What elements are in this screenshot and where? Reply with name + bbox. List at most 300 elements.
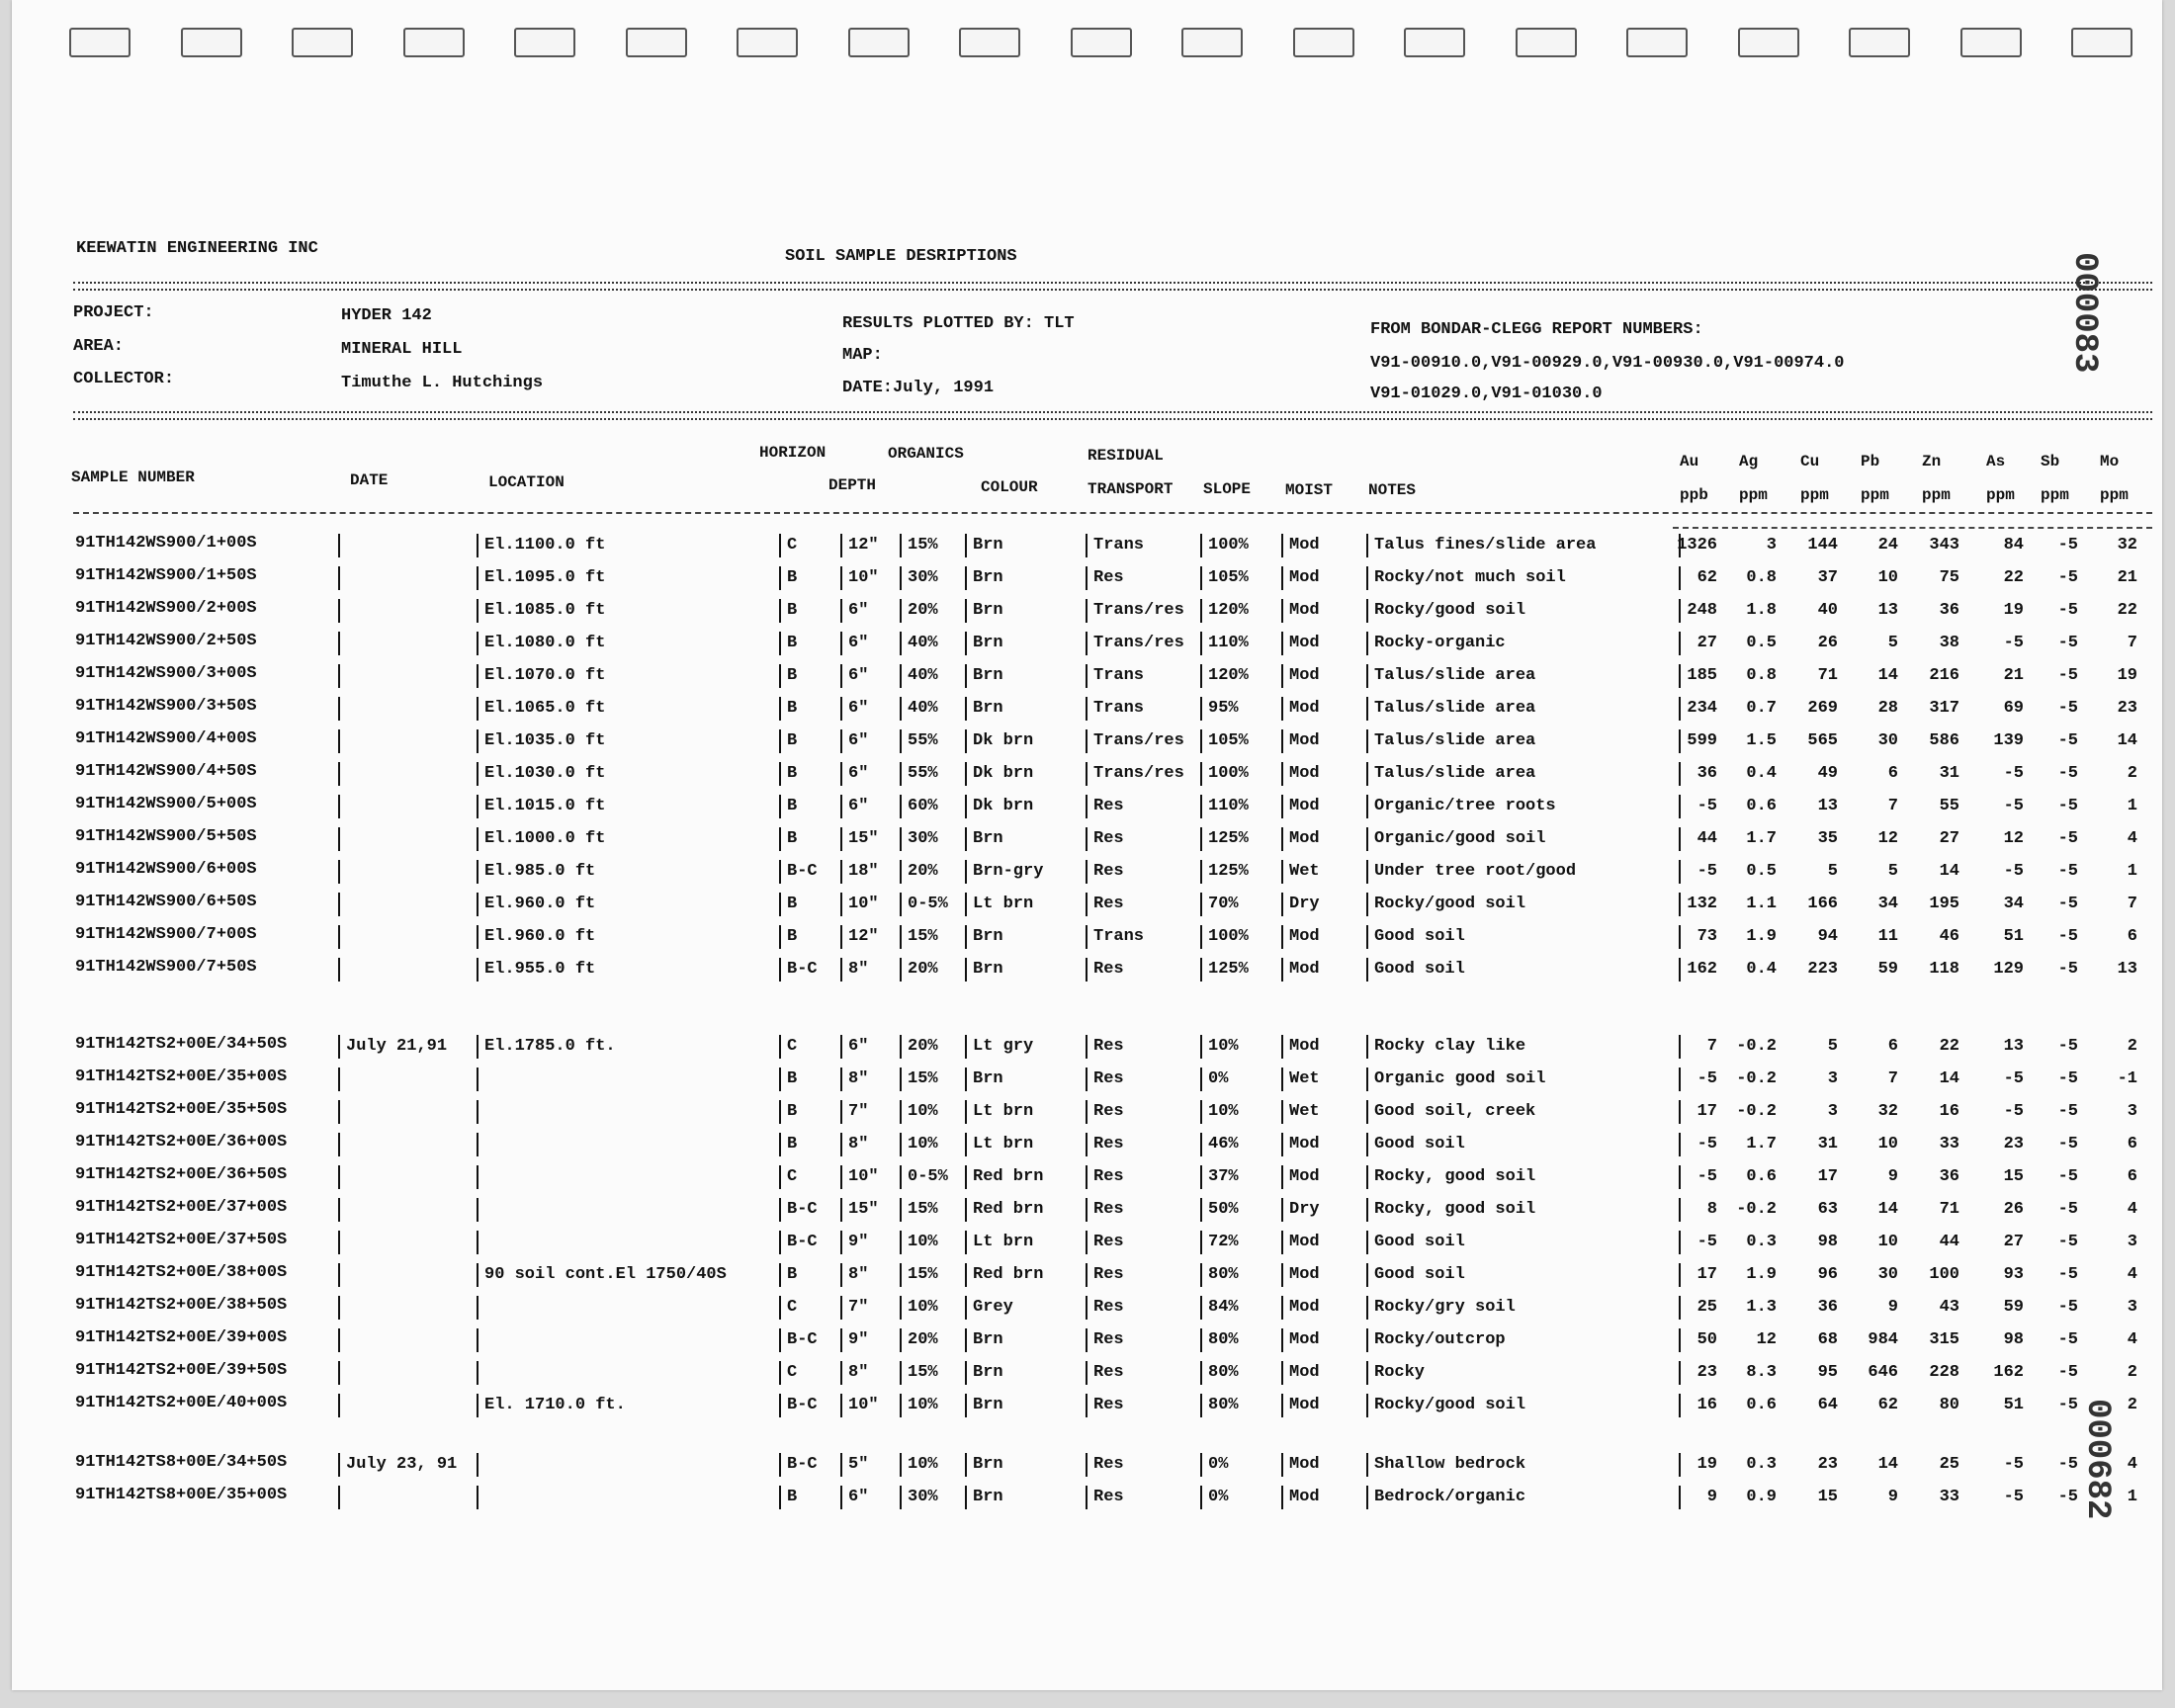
table-row bbox=[12, 599, 2162, 631]
cell-sb: -5 bbox=[2057, 1363, 2078, 1382]
cell-zn: 55 bbox=[1939, 797, 1959, 815]
cell-as: 51 bbox=[2003, 1396, 2024, 1414]
cell-colour: Brn bbox=[965, 1486, 1003, 1509]
cell-mo: 4 bbox=[2127, 1455, 2137, 1474]
cell-au: -5 bbox=[1696, 862, 1717, 881]
cell-colour: Dk brn bbox=[965, 762, 1033, 786]
cell-depth: 6" bbox=[840, 762, 868, 786]
cell-cu: 71 bbox=[1817, 666, 1838, 685]
cell-colour: Lt brn bbox=[965, 1231, 1033, 1254]
cell-au: 17 bbox=[1696, 1102, 1717, 1121]
table-row bbox=[12, 534, 2162, 565]
cell-organics: 15% bbox=[900, 1263, 938, 1287]
cell-date bbox=[338, 925, 346, 949]
cell-transport: Res bbox=[1086, 1231, 1124, 1254]
punch-hole bbox=[292, 28, 353, 57]
cell-organics: 0-5% bbox=[900, 1165, 948, 1189]
cell-as: 15 bbox=[2003, 1167, 2024, 1186]
col-mo: Mo bbox=[2100, 453, 2120, 470]
cell-transport: Res bbox=[1086, 1198, 1124, 1222]
table-row bbox=[12, 1165, 2162, 1197]
unit-cu: ppm bbox=[1800, 486, 1829, 504]
cell-ag: 1.7 bbox=[1746, 829, 1777, 848]
cell-au: 17 bbox=[1696, 1265, 1717, 1284]
cell-moist: Mod bbox=[1281, 925, 1320, 949]
cell-date bbox=[338, 827, 346, 851]
cell-notes: Good soil bbox=[1366, 1133, 1465, 1156]
cell-zn: 343 bbox=[1929, 536, 1959, 555]
cell-pb: 11 bbox=[1877, 927, 1898, 946]
cell-location: El.960.0 ft bbox=[477, 925, 595, 949]
cell-mo: 14 bbox=[2117, 731, 2137, 750]
cell-as: 93 bbox=[2003, 1265, 2024, 1284]
cell-sample-number: 91TH142TS8+00E/35+00S bbox=[75, 1486, 288, 1504]
cell-colour: Brn bbox=[965, 599, 1003, 623]
cell-transport: Res bbox=[1086, 860, 1124, 884]
cell-ag: 0.4 bbox=[1746, 960, 1777, 979]
table-row bbox=[12, 762, 2162, 794]
map-label: MAP: bbox=[842, 346, 883, 365]
cell-transport: Trans/res bbox=[1086, 632, 1184, 655]
cell-sample-number: 91TH142TS2+00E/34+50S bbox=[75, 1035, 288, 1054]
cell-cu: 64 bbox=[1817, 1396, 1838, 1414]
cell-moist: Mod bbox=[1281, 534, 1320, 557]
cell-moist: Mod bbox=[1281, 632, 1320, 655]
cell-sb: -5 bbox=[2057, 862, 2078, 881]
cell-zn: 14 bbox=[1939, 1069, 1959, 1088]
table-row bbox=[12, 1453, 2162, 1485]
cell-au: -5 bbox=[1696, 1233, 1717, 1251]
cell-pb: 32 bbox=[1877, 1102, 1898, 1121]
cell-sample-number: 91TH142WS900/5+50S bbox=[75, 827, 257, 846]
cell-zn: 80 bbox=[1939, 1396, 1959, 1414]
cell-slope: 110% bbox=[1200, 632, 1249, 655]
cell-pb: 7 bbox=[1887, 797, 1898, 815]
cell-location: El.1095.0 ft bbox=[477, 566, 605, 590]
cell-ag: 0.8 bbox=[1746, 666, 1777, 685]
cell-depth: 6" bbox=[840, 1035, 868, 1059]
cell-mo: 7 bbox=[2127, 895, 2137, 913]
cell-mo: -1 bbox=[2117, 1069, 2137, 1088]
cell-pb: 6 bbox=[1887, 1037, 1898, 1056]
cell-organics: 30% bbox=[900, 827, 938, 851]
cell-as: 84 bbox=[2003, 536, 2024, 555]
cell-sample-number: 91TH142TS2+00E/37+50S bbox=[75, 1231, 288, 1249]
cell-date bbox=[338, 1328, 346, 1352]
company-name: KEEWATIN ENGINEERING INC bbox=[76, 239, 318, 258]
cell-notes: Rocky/good soil bbox=[1366, 599, 1525, 623]
col-pb: Pb bbox=[1861, 453, 1880, 470]
cell-organics: 10% bbox=[900, 1394, 938, 1417]
cell-moist: Mod bbox=[1281, 1486, 1320, 1509]
cell-notes: Rocky/outcrop bbox=[1366, 1328, 1506, 1352]
cell-colour: Lt brn bbox=[965, 1100, 1033, 1124]
cell-slope: 105% bbox=[1200, 566, 1249, 590]
cell-colour: Brn bbox=[965, 827, 1003, 851]
cell-zn: 100 bbox=[1929, 1265, 1959, 1284]
cell-moist: Mod bbox=[1281, 795, 1320, 818]
cell-depth: 9" bbox=[840, 1231, 868, 1254]
cell-sample-number: 91TH142WS900/1+50S bbox=[75, 566, 257, 585]
cell-date bbox=[338, 762, 346, 786]
cell-sb: -5 bbox=[2057, 829, 2078, 848]
cell-slope: 100% bbox=[1200, 762, 1249, 786]
cell-cu: 5 bbox=[1827, 862, 1838, 881]
cell-sb: -5 bbox=[2057, 699, 2078, 718]
cell-transport: Res bbox=[1086, 1296, 1124, 1320]
table-row bbox=[12, 632, 2162, 663]
cell-as: 139 bbox=[1993, 731, 2024, 750]
cell-sample-number: 91TH142WS900/3+00S bbox=[75, 664, 257, 683]
cell-zn: 33 bbox=[1939, 1488, 1959, 1506]
cell-date: July 21,91 bbox=[338, 1035, 447, 1059]
cell-depth: 10" bbox=[840, 893, 879, 916]
cell-cu: 94 bbox=[1817, 927, 1838, 946]
col-transport: TRANSPORT bbox=[1088, 480, 1174, 498]
cell-zn: 43 bbox=[1939, 1298, 1959, 1317]
col-notes: NOTES bbox=[1368, 481, 1417, 499]
cell-location: El.1085.0 ft bbox=[477, 599, 605, 623]
cell-as: 69 bbox=[2003, 699, 2024, 718]
cell-slope: 72% bbox=[1200, 1231, 1239, 1254]
punch-hole bbox=[1181, 28, 1243, 57]
cell-depth: 15" bbox=[840, 827, 879, 851]
cell-au: 185 bbox=[1687, 666, 1717, 685]
cell-au: 44 bbox=[1696, 829, 1717, 848]
cell-horizon: B bbox=[779, 1068, 797, 1091]
cell-sample-number: 91TH142WS900/2+00S bbox=[75, 599, 257, 618]
table-row bbox=[12, 860, 2162, 892]
reports-label: FROM BONDAR-CLEGG REPORT NUMBERS: bbox=[1370, 320, 1703, 339]
cell-au: 36 bbox=[1696, 764, 1717, 783]
col-cu: Cu bbox=[1800, 453, 1820, 470]
cell-au: 248 bbox=[1687, 601, 1717, 620]
cell-slope: 120% bbox=[1200, 599, 1249, 623]
cell-as: -5 bbox=[2003, 1069, 2024, 1088]
cell-organics: 10% bbox=[900, 1100, 938, 1124]
cell-cu: 5 bbox=[1827, 1037, 1838, 1056]
cell-ag: 0.6 bbox=[1746, 1396, 1777, 1414]
cell-sb: -5 bbox=[2057, 1167, 2078, 1186]
cell-location: El.985.0 ft bbox=[477, 860, 595, 884]
cell-mo: 2 bbox=[2127, 1037, 2137, 1056]
cell-depth: 6" bbox=[840, 1486, 868, 1509]
cell-location: El.1000.0 ft bbox=[477, 827, 605, 851]
cell-zn: 36 bbox=[1939, 601, 1959, 620]
cell-organics: 20% bbox=[900, 860, 938, 884]
table-row bbox=[12, 1231, 2162, 1262]
cell-ag: 1.5 bbox=[1746, 731, 1777, 750]
cell-transport: Res bbox=[1086, 1361, 1124, 1385]
cell-ag: 1.3 bbox=[1746, 1298, 1777, 1317]
cell-cu: 23 bbox=[1817, 1455, 1838, 1474]
cell-pb: 5 bbox=[1887, 862, 1898, 881]
collector-label: COLLECTOR: bbox=[73, 370, 175, 388]
cell-colour: Brn-gry bbox=[965, 860, 1043, 884]
cell-mo: 1 bbox=[2127, 1488, 2137, 1506]
col-moist: MOIST bbox=[1285, 481, 1334, 499]
cell-moist: Wet bbox=[1281, 1100, 1320, 1124]
divider-header bbox=[73, 411, 2152, 420]
cell-pb: 10 bbox=[1877, 1233, 1898, 1251]
cell-moist: Mod bbox=[1281, 566, 1320, 590]
cell-date bbox=[338, 1133, 346, 1156]
cell-cu: 68 bbox=[1817, 1330, 1838, 1349]
cell-ag: -0.2 bbox=[1736, 1200, 1777, 1219]
cell-depth: 6" bbox=[840, 729, 868, 753]
cell-colour: Dk brn bbox=[965, 729, 1033, 753]
cell-transport: Trans/res bbox=[1086, 729, 1184, 753]
cell-cu: 37 bbox=[1817, 568, 1838, 587]
cell-pb: 14 bbox=[1877, 1200, 1898, 1219]
cell-zn: 75 bbox=[1939, 568, 1959, 587]
cell-date: July 23, 91 bbox=[338, 1453, 457, 1477]
cell-notes: Rocky, good soil bbox=[1366, 1165, 1535, 1189]
cell-sb: -5 bbox=[2057, 960, 2078, 979]
punch-hole bbox=[1849, 28, 1910, 57]
cell-sample-number: 91TH142WS900/6+00S bbox=[75, 860, 257, 879]
cell-horizon: B bbox=[779, 1263, 797, 1287]
cell-moist: Mod bbox=[1281, 1133, 1320, 1156]
cell-date bbox=[338, 860, 346, 884]
cell-slope: 80% bbox=[1200, 1328, 1239, 1352]
col-sb: Sb bbox=[2041, 453, 2060, 470]
cell-as: -5 bbox=[2003, 862, 2024, 881]
cell-slope: 0% bbox=[1200, 1453, 1228, 1477]
cell-notes: Rocky/gry soil bbox=[1366, 1296, 1516, 1320]
report-date: DATE:July, 1991 bbox=[842, 379, 995, 397]
cell-au: 9 bbox=[1706, 1488, 1717, 1506]
cell-date bbox=[338, 1100, 346, 1124]
cell-cu: 26 bbox=[1817, 634, 1838, 652]
cell-moist: Mod bbox=[1281, 729, 1320, 753]
cell-slope: 0% bbox=[1200, 1486, 1228, 1509]
table-row bbox=[12, 1296, 2162, 1327]
cell-slope: 80% bbox=[1200, 1361, 1239, 1385]
punch-hole bbox=[514, 28, 575, 57]
cell-date bbox=[338, 664, 346, 688]
cell-au: 8 bbox=[1706, 1200, 1717, 1219]
cell-moist: Mod bbox=[1281, 1361, 1320, 1385]
cell-zn: 228 bbox=[1929, 1363, 1959, 1382]
cell-transport: Res bbox=[1086, 1328, 1124, 1352]
table-row bbox=[12, 664, 2162, 696]
cell-moist: Wet bbox=[1281, 1068, 1320, 1091]
collector-value: Timuthe L. Hutchings bbox=[341, 374, 544, 392]
cell-zn: 36 bbox=[1939, 1167, 1959, 1186]
cell-location bbox=[477, 1328, 484, 1352]
cell-cu: 49 bbox=[1817, 764, 1838, 783]
cell-transport: Res bbox=[1086, 1100, 1124, 1124]
cell-organics: 15% bbox=[900, 534, 938, 557]
cell-au: 599 bbox=[1687, 731, 1717, 750]
cell-sample-number: 91TH142TS2+00E/40+00S bbox=[75, 1394, 288, 1412]
cell-notes: Under tree root/good bbox=[1366, 860, 1576, 884]
cell-colour: Brn bbox=[965, 566, 1003, 590]
table-row bbox=[12, 1133, 2162, 1164]
cell-as: 19 bbox=[2003, 601, 2024, 620]
cell-zn: 38 bbox=[1939, 634, 1959, 652]
cell-slope: 50% bbox=[1200, 1198, 1239, 1222]
cell-au: 132 bbox=[1687, 895, 1717, 913]
cell-location bbox=[477, 1361, 484, 1385]
cell-cu: 17 bbox=[1817, 1167, 1838, 1186]
cell-pb: 30 bbox=[1877, 731, 1898, 750]
table-row bbox=[12, 1328, 2162, 1360]
cell-sb: -5 bbox=[2057, 1102, 2078, 1121]
cell-date bbox=[338, 893, 346, 916]
cell-ag: 0.6 bbox=[1746, 1167, 1777, 1186]
col-ag: Ag bbox=[1739, 453, 1759, 470]
cell-mo: 23 bbox=[2117, 699, 2137, 718]
col-horizon: HORIZON bbox=[759, 444, 826, 462]
divider-top bbox=[73, 282, 2152, 291]
cell-slope: 95% bbox=[1200, 697, 1239, 721]
cell-sb: -5 bbox=[2057, 1488, 2078, 1506]
cell-as: 23 bbox=[2003, 1135, 2024, 1153]
cell-organics: 15% bbox=[900, 1068, 938, 1091]
col-date: DATE bbox=[350, 471, 389, 489]
cell-notes: Shallow bedrock bbox=[1366, 1453, 1525, 1477]
cell-depth: 6" bbox=[840, 697, 868, 721]
cell-moist: Mod bbox=[1281, 958, 1320, 982]
cell-slope: 120% bbox=[1200, 664, 1249, 688]
cell-location: El.1030.0 ft bbox=[477, 762, 605, 786]
cell-date bbox=[338, 1361, 346, 1385]
cell-location bbox=[477, 1198, 484, 1222]
cell-horizon: C bbox=[779, 1296, 797, 1320]
punch-hole bbox=[626, 28, 687, 57]
cell-zn: 22 bbox=[1939, 1037, 1959, 1056]
cell-organics: 30% bbox=[900, 1486, 938, 1509]
cell-horizon: B bbox=[779, 925, 797, 949]
cell-pb: 7 bbox=[1887, 1069, 1898, 1088]
cell-slope: 10% bbox=[1200, 1035, 1239, 1059]
punch-hole bbox=[2071, 28, 2132, 57]
cell-slope: 80% bbox=[1200, 1394, 1239, 1417]
cell-pb: 10 bbox=[1877, 1135, 1898, 1153]
cell-ag: 0.6 bbox=[1746, 797, 1777, 815]
cell-organics: 15% bbox=[900, 1361, 938, 1385]
table-row bbox=[12, 1100, 2162, 1132]
cell-zn: 71 bbox=[1939, 1200, 1959, 1219]
cell-date bbox=[338, 1263, 346, 1287]
punch-hole bbox=[1516, 28, 1577, 57]
cell-sample-number: 91TH142WS900/2+50S bbox=[75, 632, 257, 650]
cell-moist: Dry bbox=[1281, 893, 1320, 916]
cell-depth: 18" bbox=[840, 860, 879, 884]
cell-organics: 40% bbox=[900, 664, 938, 688]
cell-date bbox=[338, 1486, 346, 1509]
cell-pb: 6 bbox=[1887, 764, 1898, 783]
unit-au: ppb bbox=[1680, 486, 1708, 504]
cell-as: 51 bbox=[2003, 927, 2024, 946]
cell-depth: 10" bbox=[840, 1165, 879, 1189]
cell-pb: 5 bbox=[1887, 634, 1898, 652]
cell-as: 129 bbox=[1993, 960, 2024, 979]
cell-as: 162 bbox=[1993, 1363, 2024, 1382]
cell-ag: 0.4 bbox=[1746, 764, 1777, 783]
cell-ag: 0.5 bbox=[1746, 634, 1777, 652]
cell-horizon: B-C bbox=[779, 1394, 818, 1417]
cell-moist: Mod bbox=[1281, 664, 1320, 688]
cell-organics: 20% bbox=[900, 1328, 938, 1352]
cell-au: 19 bbox=[1696, 1455, 1717, 1474]
cell-sample-number: 91TH142WS900/1+00S bbox=[75, 534, 257, 553]
cell-date bbox=[338, 1296, 346, 1320]
cell-ag: -0.2 bbox=[1736, 1069, 1777, 1088]
cell-cu: 144 bbox=[1807, 536, 1838, 555]
cell-ag: 8.3 bbox=[1746, 1363, 1777, 1382]
cell-horizon: B bbox=[779, 795, 797, 818]
cell-transport: Res bbox=[1086, 1068, 1124, 1091]
unit-sb: ppm bbox=[2041, 486, 2069, 504]
cell-moist: Dry bbox=[1281, 1198, 1320, 1222]
cell-sample-number: 91TH142WS900/4+50S bbox=[75, 762, 257, 781]
page-stamp-top: 000083 bbox=[2065, 252, 2103, 374]
cell-au: -5 bbox=[1696, 1167, 1717, 1186]
cell-notes: Organic good soil bbox=[1366, 1068, 1545, 1091]
cell-au: -5 bbox=[1696, 797, 1717, 815]
col-as: As bbox=[1986, 453, 2006, 470]
cell-colour: Lt gry bbox=[965, 1035, 1033, 1059]
cell-colour: Brn bbox=[965, 632, 1003, 655]
cell-zn: 586 bbox=[1929, 731, 1959, 750]
table-row bbox=[12, 795, 2162, 826]
cell-depth: 8" bbox=[840, 1068, 868, 1091]
punch-hole bbox=[1404, 28, 1465, 57]
col-zn: Zn bbox=[1922, 453, 1942, 470]
cell-sample-number: 91TH142TS2+00E/36+00S bbox=[75, 1133, 288, 1152]
cell-ag: 1.9 bbox=[1746, 927, 1777, 946]
cell-as: -5 bbox=[2003, 1455, 2024, 1474]
cell-horizon: B-C bbox=[779, 1198, 818, 1222]
cell-moist: Mod bbox=[1281, 1296, 1320, 1320]
cell-mo: 3 bbox=[2127, 1102, 2137, 1121]
col-residual: RESIDUAL bbox=[1088, 447, 1164, 465]
cell-mo: 19 bbox=[2117, 666, 2137, 685]
cell-notes: Talus fines/slide area bbox=[1366, 534, 1596, 557]
cell-sample-number: 91TH142WS900/7+00S bbox=[75, 925, 257, 944]
cell-cu: 166 bbox=[1807, 895, 1838, 913]
cell-mo: 32 bbox=[2117, 536, 2137, 555]
cell-cu: 565 bbox=[1807, 731, 1838, 750]
cell-colour: Brn bbox=[965, 534, 1003, 557]
cell-mo: 13 bbox=[2117, 960, 2137, 979]
cell-depth: 6" bbox=[840, 795, 868, 818]
punch-hole bbox=[1626, 28, 1688, 57]
cell-mo: 7 bbox=[2127, 634, 2137, 652]
cell-as: -5 bbox=[2003, 764, 2024, 783]
cell-location: El.1080.0 ft bbox=[477, 632, 605, 655]
cell-transport: Res bbox=[1086, 1133, 1124, 1156]
cell-ag: 0.5 bbox=[1746, 862, 1777, 881]
reports-line-1: V91-00910.0,V91-00929.0,V91-00930.0,V91-00974.0 bbox=[1370, 354, 1845, 373]
cell-zn: 315 bbox=[1929, 1330, 1959, 1349]
cell-depth: 10" bbox=[840, 566, 879, 590]
cell-location: El.1035.0 ft bbox=[477, 729, 605, 753]
cell-organics: 10% bbox=[900, 1453, 938, 1477]
table-row bbox=[12, 1486, 2162, 1517]
cell-zn: 195 bbox=[1929, 895, 1959, 913]
cell-location: El.960.0 ft bbox=[477, 893, 595, 916]
cell-location bbox=[477, 1068, 484, 1091]
cell-horizon: B bbox=[779, 1486, 797, 1509]
cell-date bbox=[338, 729, 346, 753]
cell-horizon: B bbox=[779, 762, 797, 786]
punch-hole bbox=[848, 28, 910, 57]
cell-colour: Brn bbox=[965, 697, 1003, 721]
